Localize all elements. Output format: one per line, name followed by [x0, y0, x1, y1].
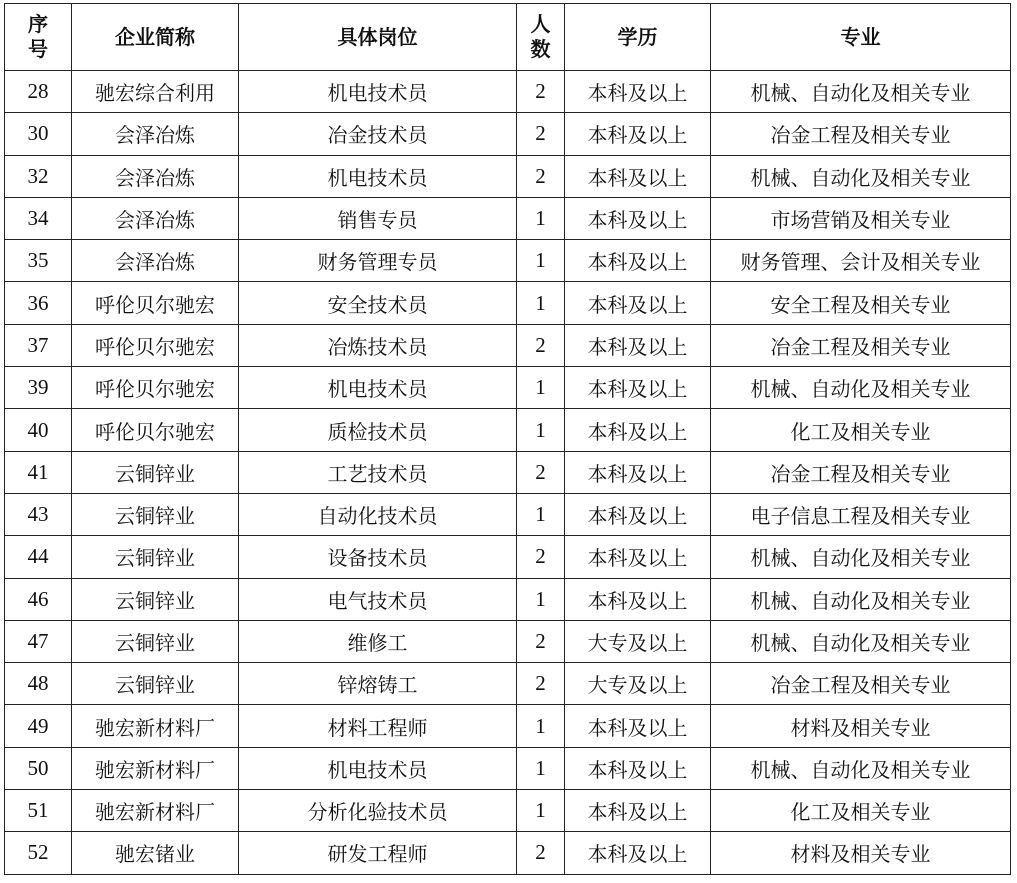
cell-seq: 44 — [5, 536, 72, 578]
cell-major: 机械、自动化及相关专业 — [711, 536, 1011, 578]
table-row — [5, 451, 1011, 493]
table-row — [5, 747, 1011, 789]
cell-count: 2 — [517, 113, 565, 155]
cell-major: 化工及相关专业 — [711, 790, 1011, 832]
cell-count: 1 — [517, 282, 565, 324]
cell-company: 会泽冶炼 — [72, 155, 239, 197]
cell-position: 设备技术员 — [239, 536, 517, 578]
cell-major: 冶金工程及相关专业 — [711, 451, 1011, 493]
header-position: 具体岗位 — [239, 4, 517, 71]
cell-count: 1 — [517, 367, 565, 409]
cell-education: 本科及以上 — [565, 113, 711, 155]
table-row — [5, 493, 1011, 535]
cell-seq: 52 — [5, 832, 72, 874]
cell-seq: 35 — [5, 240, 72, 282]
cell-position: 安全技术员 — [239, 282, 517, 324]
cell-education: 本科及以上 — [565, 536, 711, 578]
cell-major: 冶金工程及相关专业 — [711, 113, 1011, 155]
header-count: 人数 — [517, 4, 565, 71]
table-row — [5, 409, 1011, 451]
table-header — [5, 4, 1011, 71]
cell-company: 呼伦贝尔驰宏 — [72, 324, 239, 366]
cell-education: 本科及以上 — [565, 493, 711, 535]
table-row — [5, 663, 1011, 705]
cell-major: 机械、自动化及相关专业 — [711, 620, 1011, 662]
cell-position: 电气技术员 — [239, 578, 517, 620]
cell-education: 本科及以上 — [565, 578, 711, 620]
header-major: 专业 — [711, 4, 1011, 71]
cell-company: 驰宏锗业 — [72, 832, 239, 874]
cell-seq: 41 — [5, 451, 72, 493]
cell-education: 本科及以上 — [565, 790, 711, 832]
cell-count: 1 — [517, 747, 565, 789]
cell-major: 材料及相关专业 — [711, 705, 1011, 747]
cell-seq: 49 — [5, 705, 72, 747]
cell-company: 会泽冶炼 — [72, 113, 239, 155]
cell-major: 冶金工程及相关专业 — [711, 324, 1011, 366]
cell-company: 云铜锌业 — [72, 578, 239, 620]
cell-major: 冶金工程及相关专业 — [711, 663, 1011, 705]
cell-position: 冶金技术员 — [239, 113, 517, 155]
cell-education: 本科及以上 — [565, 747, 711, 789]
cell-major: 化工及相关专业 — [711, 409, 1011, 451]
cell-count: 2 — [517, 620, 565, 662]
cell-position: 材料工程师 — [239, 705, 517, 747]
table-row — [5, 832, 1011, 874]
cell-seq: 37 — [5, 324, 72, 366]
cell-company: 云铜锌业 — [72, 493, 239, 535]
table-row — [5, 790, 1011, 832]
cell-education: 本科及以上 — [565, 409, 711, 451]
header-company: 企业简称 — [72, 4, 239, 71]
cell-position: 锌熔铸工 — [239, 663, 517, 705]
cell-major: 机械、自动化及相关专业 — [711, 747, 1011, 789]
cell-position: 机电技术员 — [239, 155, 517, 197]
cell-position: 工艺技术员 — [239, 451, 517, 493]
cell-major: 材料及相关专业 — [711, 832, 1011, 874]
cell-company: 云铜锌业 — [72, 536, 239, 578]
cell-major: 安全工程及相关专业 — [711, 282, 1011, 324]
cell-education: 本科及以上 — [565, 451, 711, 493]
table-row — [5, 113, 1011, 155]
cell-company: 云铜锌业 — [72, 663, 239, 705]
cell-position: 机电技术员 — [239, 367, 517, 409]
cell-major: 市场营销及相关专业 — [711, 197, 1011, 239]
cell-seq: 47 — [5, 620, 72, 662]
cell-seq: 48 — [5, 663, 72, 705]
table-row — [5, 155, 1011, 197]
cell-position: 质检技术员 — [239, 409, 517, 451]
table-row — [5, 282, 1011, 324]
cell-company: 驰宏综合利用 — [72, 71, 239, 113]
cell-major: 机械、自动化及相关专业 — [711, 367, 1011, 409]
cell-position: 冶炼技术员 — [239, 324, 517, 366]
cell-company: 驰宏新材料厂 — [72, 790, 239, 832]
table-row — [5, 324, 1011, 366]
cell-education: 本科及以上 — [565, 155, 711, 197]
cell-major: 电子信息工程及相关专业 — [711, 493, 1011, 535]
cell-seq: 28 — [5, 71, 72, 113]
header-education: 学历 — [565, 4, 711, 71]
cell-seq: 32 — [5, 155, 72, 197]
header-seq: 序号 — [5, 4, 72, 71]
cell-seq: 30 — [5, 113, 72, 155]
cell-position: 销售专员 — [239, 197, 517, 239]
cell-count: 2 — [517, 71, 565, 113]
cell-education: 本科及以上 — [565, 367, 711, 409]
cell-major: 财务管理、会计及相关专业 — [711, 240, 1011, 282]
cell-count: 2 — [517, 155, 565, 197]
cell-count: 1 — [517, 705, 565, 747]
cell-education: 大专及以上 — [565, 620, 711, 662]
cell-company: 云铜锌业 — [72, 620, 239, 662]
cell-education: 本科及以上 — [565, 197, 711, 239]
cell-count: 1 — [517, 409, 565, 451]
cell-company: 会泽冶炼 — [72, 197, 239, 239]
table-row — [5, 620, 1011, 662]
cell-count: 1 — [517, 578, 565, 620]
cell-seq: 43 — [5, 493, 72, 535]
cell-company: 会泽冶炼 — [72, 240, 239, 282]
cell-education: 本科及以上 — [565, 240, 711, 282]
cell-major: 机械、自动化及相关专业 — [711, 578, 1011, 620]
cell-education: 大专及以上 — [565, 663, 711, 705]
cell-seq: 39 — [5, 367, 72, 409]
cell-education: 本科及以上 — [565, 832, 711, 874]
cell-count: 1 — [517, 197, 565, 239]
cell-position: 维修工 — [239, 620, 517, 662]
table-row — [5, 71, 1011, 113]
cell-education: 本科及以上 — [565, 71, 711, 113]
cell-education: 本科及以上 — [565, 282, 711, 324]
cell-count: 1 — [517, 240, 565, 282]
header-row — [5, 4, 1011, 71]
cell-company: 云铜锌业 — [72, 451, 239, 493]
cell-position: 分析化验技术员 — [239, 790, 517, 832]
cell-company: 呼伦贝尔驰宏 — [72, 282, 239, 324]
cell-education: 本科及以上 — [565, 324, 711, 366]
cell-count: 2 — [517, 663, 565, 705]
table-body — [5, 71, 1011, 875]
cell-seq: 50 — [5, 747, 72, 789]
cell-seq: 46 — [5, 578, 72, 620]
cell-count: 2 — [517, 324, 565, 366]
cell-position: 财务管理专员 — [239, 240, 517, 282]
cell-position: 机电技术员 — [239, 71, 517, 113]
cell-seq: 36 — [5, 282, 72, 324]
cell-seq: 40 — [5, 409, 72, 451]
recruitment-table — [4, 3, 1011, 875]
cell-company: 呼伦贝尔驰宏 — [72, 409, 239, 451]
table-row — [5, 705, 1011, 747]
cell-count: 1 — [517, 493, 565, 535]
cell-count: 1 — [517, 790, 565, 832]
cell-count: 2 — [517, 832, 565, 874]
cell-major: 机械、自动化及相关专业 — [711, 71, 1011, 113]
table-row — [5, 240, 1011, 282]
cell-company: 呼伦贝尔驰宏 — [72, 367, 239, 409]
cell-major: 机械、自动化及相关专业 — [711, 155, 1011, 197]
cell-position: 自动化技术员 — [239, 493, 517, 535]
cell-count: 2 — [517, 451, 565, 493]
table-row — [5, 536, 1011, 578]
table-row — [5, 578, 1011, 620]
cell-company: 驰宏新材料厂 — [72, 747, 239, 789]
cell-education: 本科及以上 — [565, 705, 711, 747]
cell-seq: 51 — [5, 790, 72, 832]
cell-company: 驰宏新材料厂 — [72, 705, 239, 747]
cell-seq: 34 — [5, 197, 72, 239]
table-row — [5, 367, 1011, 409]
cell-count: 2 — [517, 536, 565, 578]
cell-position: 研发工程师 — [239, 832, 517, 874]
cell-position: 机电技术员 — [239, 747, 517, 789]
table-row — [5, 197, 1011, 239]
